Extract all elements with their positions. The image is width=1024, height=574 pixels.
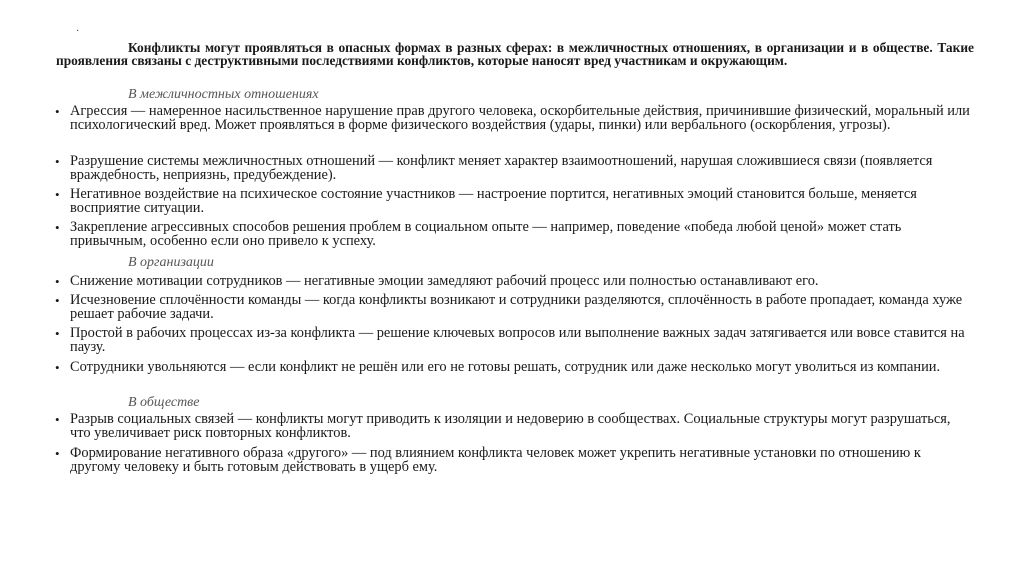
list-item-text: Негативное воздействие на психическое состояние участников — настроение портится, негативных эмоций становится больше, меняется восприятие ситуации.: [70, 186, 917, 216]
bullet-icon: •: [55, 104, 60, 119]
bullet-icon: •: [55, 274, 60, 289]
bullet-icon: •: [55, 446, 60, 461]
bullet-icon: •: [55, 412, 60, 427]
list-item: [56, 361, 974, 375]
list-item: [56, 155, 974, 183]
section-title-interpersonal: В межличностных отношениях: [128, 87, 319, 102]
list-item-text: Снижение мотивации сотрудников — негативные эмоции замедляют рабочий процесс или полностью останавливают его.: [70, 273, 819, 289]
list-item: [56, 221, 974, 249]
bullet-icon: •: [55, 293, 60, 308]
list-item-text: Сотрудники увольняются — если конфликт не решён или его не готовы решать, сотрудник или даже несколько могут уволиться из компании.: [70, 359, 941, 375]
list-item-text: Разрушение системы межличностных отношений — конфликт меняет характер взаимоотношений, нарушая сложившиеся связи (появляется враждебность, неприязнь, предубеждение).: [70, 153, 933, 183]
bullet-icon: •: [55, 154, 60, 169]
list-item: [56, 447, 974, 475]
section-title-organization: В организации: [128, 255, 214, 270]
corner-marker: ·: [76, 26, 80, 37]
list-item-text: Разрыв социальных связей — конфликты могут приводить к изоляции и недоверию в сообществах. Социальные структуры могут разрушаться, что увеличивает риск повторных конфликтов.: [70, 411, 951, 441]
list-item-text: Закрепление агрессивных способов решения проблем в социальном опыте — например, поведение «победа любой ценой» может стать привычным, особенно если оно привело к успеху.: [70, 219, 902, 249]
list-item: [56, 327, 974, 355]
list-item: [56, 413, 974, 441]
list-item: [56, 294, 974, 322]
bullet-icon: •: [55, 220, 60, 235]
bullet-icon: •: [55, 360, 60, 375]
section-title-society: В обществе: [128, 395, 200, 410]
bullet-icon: •: [55, 187, 60, 202]
list-item-text: Исчезновение сплочённости команды — когда конфликты возникают и сотрудники разделяются, сплочённость в работе пропадает, команда хуже решает рабочие задачи.: [70, 292, 963, 322]
list-item: [56, 188, 974, 216]
list-item-text: Простой в рабочих процессах из-за конфликта — решение ключевых вопросов или выполнение важных задач затягивается или вовсе ставится на паузу.: [70, 325, 965, 355]
list-item: [56, 105, 974, 133]
list-item-text: Формирование негативного образа «другого» — под влиянием конфликта человек может укрепить негативные установки по отношению к другому человеку и быть готовым действовать в ущерб ему.: [70, 445, 921, 475]
intro-paragraph: Конфликты могут проявляться в опасных формах в разных сферах: в межличностных отношениях, в организации и в обществе. Такие проявления связаны с деструктивными последствиями конфликтов, которые наносят вред участникам и окружающим.: [56, 40, 974, 69]
bullet-icon: •: [55, 326, 60, 341]
list-item: [56, 275, 974, 289]
list-item-text: Агрессия — намеренное насильственное нарушение прав другого человека, оскорбительные действия, причинившие физический, моральный или психологический вред. Может проявляться в форме физического воздействия (удары, пинки) или вербального (оскорбления, угрозы).: [70, 103, 970, 133]
